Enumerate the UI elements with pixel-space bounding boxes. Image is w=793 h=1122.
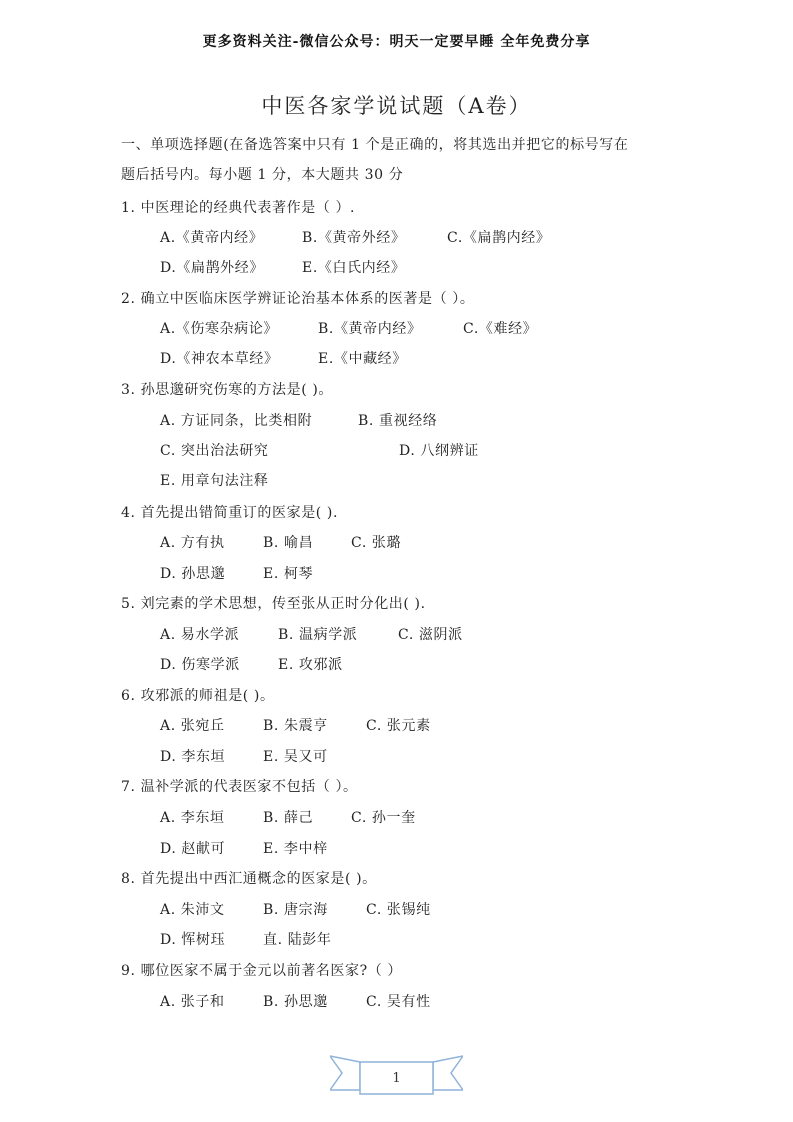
option: D.《神农本草经》 [160,351,279,367]
page-number: 1 [392,1071,401,1086]
option: D. 八纲辨证 [399,443,479,459]
section-intro-line-1: 一、单项选择题(在备选答案中只有 1 个是正确的，将其选出并把它的标号写在 [121,137,629,153]
question-9: 9. 哪位医家不属于金元以前著名医家?（ ） [121,963,402,979]
option: C. 张璐 [351,535,402,551]
option: B.《黄帝内经》 [318,321,422,337]
question-2: 2. 确立中医临床医学辨证论治基本体系的医著是（ ）。 [121,291,475,307]
option: A. 方有执 [160,535,225,551]
question-4: 4. 首先提出错简重订的医家是( ). [121,505,339,521]
option: E.《中藏经》 [318,351,407,367]
question-6: 6. 攻邪派的师祖是( )。 [121,688,275,704]
option: A. 朱沛文 [160,902,225,918]
option: C. 张锡纯 [366,902,431,918]
option: A.《伤寒杂病论》 [160,321,278,337]
question-7: 7. 温补学派的代表医家不包括（ ）。 [121,779,358,795]
option: D. 赵献可 [160,841,226,857]
option: C. 吴有性 [366,994,431,1010]
question-5: 5. 刘完素的学术思想，传至张从正时分化出( ). [121,596,426,612]
question-3: 3. 孙思邈研究伤寒的方法是( )。 [121,382,333,398]
option: C. 滋阴派 [398,627,463,643]
option: C. 孙一奎 [351,810,416,826]
option: E. 柯琴 [263,566,314,582]
option: B. 唐宗海 [263,902,328,918]
header-banner: 更多资料关注-微信公众号：明天一定要早睡 全年免费分享 [202,34,591,50]
option: B. 喻昌 [263,535,314,551]
option: B. 薛己 [263,810,314,826]
option: B. 重视经络 [358,413,438,429]
option: B. 温病学派 [278,627,358,643]
option: E. 用章句法注释 [160,473,269,489]
option: A. 张宛丘 [160,718,225,734]
option: A. 李东垣 [160,810,225,826]
option: D. 伤寒学派 [160,657,240,673]
option: B.《黄帝外经》 [302,230,406,246]
option: C.《扁鹊内经》 [447,230,551,246]
question-1: 1. 中医理论的经典代表著作是（ ）. [121,200,356,216]
option: C. 突出治法研究 [160,443,269,459]
question-8: 8. 首先提出中西汇通概念的医家是( )。 [121,871,377,887]
section-intro-line-2: 题后括号内。每小题 1 分，本大题共 30 分 [121,167,404,183]
option: C. 张元素 [366,718,431,734]
option: A. 方证同条，比类相附 [160,413,313,429]
option: E. 吴又可 [263,749,328,765]
section-intro [121,130,691,190]
option: A.《黄帝内经》 [160,230,264,246]
document-title: 中医各家学说试题（A卷） [261,94,532,118]
option: E.《白氏内经》 [302,260,406,276]
option: D. 恽树珏 [160,932,226,948]
option: 直. 陆彭年 [263,932,332,948]
option: A. 张子和 [160,994,225,1010]
option: E. 李中梓 [263,841,328,857]
option: B. 朱震亨 [263,718,328,734]
option: C.《难经》 [463,321,538,337]
option: B. 孙思邈 [263,994,328,1010]
option: D.《扁鹊外经》 [160,260,264,276]
option: D. 李东垣 [160,749,226,765]
option: A. 易水学派 [160,627,240,643]
option: D. 孙思邈 [160,566,226,582]
option: E. 攻邪派 [278,657,343,673]
